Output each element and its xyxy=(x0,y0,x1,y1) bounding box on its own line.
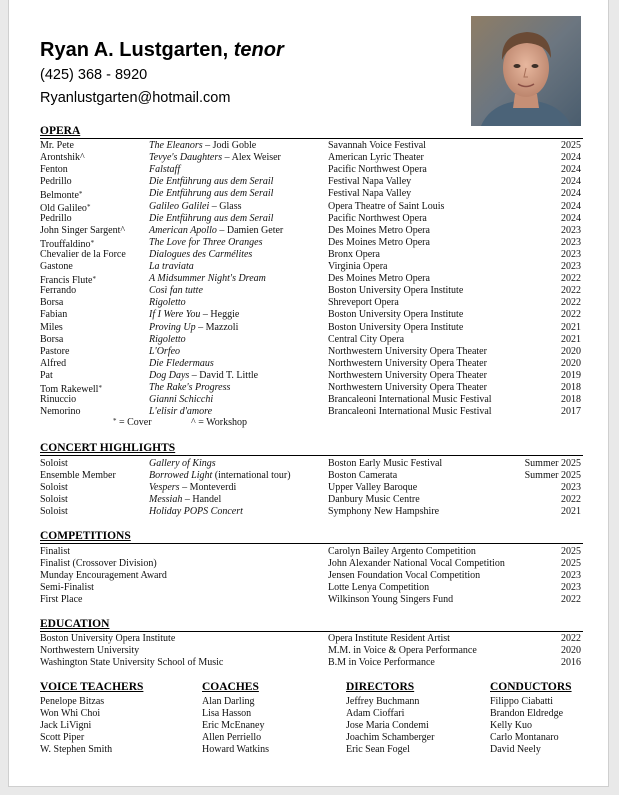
work-title: A Midsummer Night's Dream xyxy=(149,273,266,285)
result-cell: Semi-Finalist xyxy=(40,582,94,594)
table-row xyxy=(9,297,610,309)
year-cell: 2024 xyxy=(561,164,581,176)
role-cell: Borsa xyxy=(40,333,64,345)
section-divider xyxy=(40,543,583,544)
year-cell: 2023 xyxy=(561,248,581,260)
cover-mark: * xyxy=(113,417,117,425)
work-title: Holiday POPS Concert xyxy=(149,506,243,518)
composer-name: – Mazzoli xyxy=(195,321,239,333)
venue-cell: Northwestern University Opera Theater xyxy=(328,357,487,369)
year-cell: Summer 2025 xyxy=(524,470,581,482)
table-row xyxy=(9,506,610,518)
table-row xyxy=(9,570,610,582)
role-cell: Trouffaldino* xyxy=(40,238,95,250)
table-row xyxy=(9,494,610,506)
work-cell xyxy=(149,482,236,494)
venue-cell: Danbury Music Centre xyxy=(328,494,420,506)
year-cell: Summer 2025 xyxy=(524,458,581,469)
year-cell: 2023 xyxy=(561,236,581,248)
table-row xyxy=(9,358,610,370)
role-cell: Pedrillo xyxy=(40,212,72,224)
venue-cell: Des Moines Metro Opera xyxy=(328,224,430,236)
work-cell xyxy=(149,334,186,346)
venue-cell: Northwestern University Opera Theater xyxy=(328,369,487,381)
table-row xyxy=(9,370,610,382)
result-cell: Finalist xyxy=(40,546,71,557)
composer-name: – David T. Little xyxy=(189,369,259,381)
work-title: Rigoletto xyxy=(149,333,186,345)
composer-name: (international tour) xyxy=(212,470,291,482)
role-cell: Belmonte* xyxy=(40,190,83,202)
composer-name: – Heggie xyxy=(200,309,240,321)
year-cell: 2021 xyxy=(561,321,581,333)
cover-mark: * xyxy=(78,190,83,199)
concert-section-title: CONCERT HIGHLIGHTS xyxy=(40,442,176,454)
work-title: Dog Days xyxy=(149,369,190,381)
venue-cell: Boston University Opera Institute xyxy=(328,321,464,333)
work-cell xyxy=(149,273,266,285)
work-cell xyxy=(149,176,273,188)
role-cell: Soloist xyxy=(40,482,68,494)
composer-name: – Alex Weiser xyxy=(222,152,281,164)
year-cell: 2022 xyxy=(561,309,581,321)
work-title: Die Entführung aus dem Serail xyxy=(149,212,274,224)
legend-cover: = Cover xyxy=(116,417,152,428)
work-cell xyxy=(149,285,203,297)
work-title: Gianni Schicchi xyxy=(149,394,214,406)
venue-cell: Symphony New Hampshire xyxy=(328,506,440,518)
work-title: Dialogues des Carmélites xyxy=(149,248,253,260)
work-cell xyxy=(149,225,283,237)
voice-teacher-item: Won Whi Choi xyxy=(40,708,101,720)
venue-cell: Festival Napa Valley xyxy=(328,176,412,188)
role-cell: Pastore xyxy=(40,345,70,357)
voice-teacher-item: Penelope Bitzas xyxy=(40,696,105,707)
table-row xyxy=(9,285,610,297)
competition-cell: Wilkinson Young Singers Fund xyxy=(328,594,454,606)
role-cell: John Singer Sargent^ xyxy=(40,224,126,236)
school-cell: Northwestern University xyxy=(40,645,140,657)
table-row xyxy=(9,273,610,285)
venue-cell: Boston Early Music Festival xyxy=(328,458,443,469)
year-cell: 2022 xyxy=(561,594,581,606)
competitions-section-title: COMPETITIONS xyxy=(40,530,131,542)
venue-cell: Brancaleoni International Music Festival xyxy=(328,406,492,418)
voice-type: tenor xyxy=(233,39,284,61)
result-cell: Munday Encouragement Award xyxy=(40,570,167,582)
voice-teachers-title: VOICE TEACHERS xyxy=(40,681,144,693)
conductor-item: Carlo Montanaro xyxy=(490,732,559,744)
year-cell: 2018 xyxy=(561,394,581,406)
work-cell xyxy=(149,382,230,394)
work-cell xyxy=(149,506,243,518)
composer-name: – Jodi Goble xyxy=(202,140,257,151)
work-cell xyxy=(149,358,214,370)
work-cell xyxy=(149,249,252,261)
opera-section-title: OPERA xyxy=(40,125,81,137)
cover-mark: * xyxy=(90,238,95,247)
role-cell: Gastone xyxy=(40,261,73,272)
competition-cell: Carolyn Bailey Argento Competition xyxy=(328,546,476,557)
venue-cell: Opera Theatre of Saint Louis xyxy=(328,200,445,212)
work-title: Die Fledermaus xyxy=(149,357,214,369)
role-cell: Mr. Pete xyxy=(40,140,74,151)
work-cell xyxy=(149,494,221,506)
work-title: L'elisir d'amore xyxy=(149,406,213,418)
work-cell xyxy=(149,370,258,382)
work-cell xyxy=(149,164,180,176)
director-item: Adam Cioffari xyxy=(346,708,405,720)
role-cell: Rinuccio xyxy=(40,394,77,406)
year-cell: 2024 xyxy=(561,200,581,212)
work-cell xyxy=(149,140,256,152)
director-item: Jeffrey Buchmann xyxy=(346,696,420,707)
school-cell: Boston University Opera Institute xyxy=(40,633,176,644)
venue-cell: Boston University Opera Institute xyxy=(328,309,464,321)
table-row xyxy=(9,594,610,606)
year-cell: 2022 xyxy=(561,494,581,506)
conductor-item: Kelly Kuo xyxy=(490,720,532,732)
section-divider xyxy=(40,631,583,632)
coach-item: Alan Darling xyxy=(202,696,255,707)
table-row xyxy=(9,458,610,470)
coaches-title: COACHES xyxy=(202,681,259,693)
work-cell xyxy=(149,297,186,309)
work-title: Proving Up xyxy=(149,321,196,333)
venue-cell: Virginia Opera xyxy=(328,261,388,272)
headshot-icon xyxy=(471,16,581,126)
table-row xyxy=(9,164,610,176)
role-cell: Soloist xyxy=(40,494,68,506)
degree-cell: Opera Institute Resident Artist xyxy=(328,633,450,644)
work-title: Così fan tutte xyxy=(149,285,203,297)
year-cell: 2023 xyxy=(561,224,581,236)
venue-cell: Northwestern University Opera Theater xyxy=(328,345,487,357)
degree-cell: B.M in Voice Performance xyxy=(328,657,435,669)
table-row xyxy=(9,558,610,570)
table-row xyxy=(9,249,610,261)
resume-page xyxy=(8,0,609,787)
venue-cell: Des Moines Metro Opera xyxy=(328,273,430,285)
table-row xyxy=(9,188,610,200)
work-title: If I Were You xyxy=(149,309,201,321)
table-row xyxy=(9,322,610,334)
role-cell: Pat xyxy=(40,369,53,381)
competition-cell: Jensen Foundation Vocal Competition xyxy=(328,570,481,582)
table-row xyxy=(9,213,610,225)
cover-mark: * xyxy=(92,275,96,284)
year-cell: 2021 xyxy=(561,333,581,345)
cover-mark: * xyxy=(98,384,102,392)
table-row xyxy=(9,261,610,273)
year-cell: 2018 xyxy=(561,382,581,393)
role-cell: Fabian xyxy=(40,309,68,321)
year-cell: 2025 xyxy=(561,546,581,557)
conductor-item: Filippo Ciabatti xyxy=(490,696,554,707)
section-divider xyxy=(40,455,583,456)
venue-cell: Pacific Northwest Opera xyxy=(328,164,427,176)
coach-item: Eric McEnaney xyxy=(202,720,265,732)
table-row xyxy=(9,346,610,358)
email-address: Ryanlustgarten@hotmail.com xyxy=(40,90,231,106)
table-row xyxy=(9,582,610,594)
venue-cell: Boston University Opera Institute xyxy=(328,285,464,297)
year-cell: 2022 xyxy=(561,297,581,309)
degree-cell: M.M. in Voice & Opera Performance xyxy=(328,645,477,657)
work-title: La traviata xyxy=(149,261,194,272)
table-row xyxy=(9,406,610,418)
table-row xyxy=(9,633,610,645)
year-cell: 2020 xyxy=(561,357,581,369)
table-row xyxy=(9,546,610,558)
work-cell xyxy=(149,213,273,225)
year-cell: 2022 xyxy=(561,633,581,644)
coach-item: Lisa Hasson xyxy=(202,708,252,720)
work-cell xyxy=(149,152,281,164)
year-cell: 2021 xyxy=(561,506,581,518)
table-row xyxy=(9,309,610,321)
composer-name: – Damien Geter xyxy=(216,224,284,236)
venue-cell: Festival Napa Valley xyxy=(328,188,412,200)
venue-cell: Pacific Northwest Opera xyxy=(328,212,427,224)
work-title: The Eleanors xyxy=(149,140,203,151)
venue-cell: American Lyric Theater xyxy=(328,152,424,164)
venue-cell: Savannah Voice Festival xyxy=(328,140,426,151)
year-cell: 2022 xyxy=(561,285,581,297)
director-item: Joachim Schamberger xyxy=(346,732,435,744)
year-cell: 2024 xyxy=(561,152,581,164)
year-cell: 2023 xyxy=(561,261,581,272)
year-cell: 2023 xyxy=(561,570,581,582)
role-cell: Arontshik^ xyxy=(40,152,85,164)
role-cell: Borsa xyxy=(40,297,64,309)
composer-name: – Monteverdi xyxy=(179,482,237,494)
conductor-item: Brandon Eldredge xyxy=(490,708,564,720)
table-row xyxy=(9,176,610,188)
year-cell: 2025 xyxy=(561,558,581,570)
year-cell: 2020 xyxy=(561,645,581,657)
year-cell: 2016 xyxy=(561,657,581,669)
coach-item: Allen Perriello xyxy=(202,732,262,744)
table-row xyxy=(9,482,610,494)
table-row xyxy=(9,470,610,482)
work-title: Gallery of Kings xyxy=(149,458,216,469)
year-cell: 2022 xyxy=(561,273,581,285)
school-cell: Washington State University School of Music xyxy=(40,657,224,669)
table-row xyxy=(9,645,610,657)
table-row xyxy=(9,201,610,213)
competition-cell: John Alexander National Vocal Competition xyxy=(328,558,505,570)
work-cell xyxy=(149,237,263,249)
work-cell xyxy=(149,261,194,273)
phone-number: (425) 368 - 8920 xyxy=(40,67,148,83)
year-cell: 2024 xyxy=(561,176,581,188)
composer-name: – Handel xyxy=(182,494,222,506)
role-cell: Ferrando xyxy=(40,285,77,297)
table-row xyxy=(9,140,610,152)
work-cell xyxy=(149,322,238,334)
director-item: Eric Sean Fogel xyxy=(346,744,410,756)
legend xyxy=(113,417,248,428)
role-cell: Soloist xyxy=(40,458,68,469)
coach-item: Howard Watkins xyxy=(202,744,270,756)
role-cell: Miles xyxy=(40,321,63,333)
performer-name xyxy=(40,39,284,62)
section-divider xyxy=(40,138,583,139)
venue-cell: Shreveport Opera xyxy=(328,297,399,309)
work-cell xyxy=(149,470,291,482)
year-cell: 2025 xyxy=(561,140,581,151)
table-row xyxy=(9,334,610,346)
result-cell: Finalist (Crossover Division) xyxy=(40,558,157,570)
venue-cell: Des Moines Metro Opera xyxy=(328,236,430,248)
work-title: American Apollo xyxy=(149,224,217,236)
conductor-item: David Neely xyxy=(490,744,541,756)
work-title: Messiah xyxy=(149,494,183,506)
director-item: Jose Maria Condemi xyxy=(346,720,429,732)
work-title: Tevye's Daughters xyxy=(149,152,223,164)
year-cell: 2017 xyxy=(561,406,581,418)
work-cell xyxy=(149,458,216,470)
work-title: Falstaff xyxy=(149,164,181,176)
work-title: The Rake's Progress xyxy=(149,382,231,393)
work-title: Vespers xyxy=(149,482,180,494)
work-cell xyxy=(149,394,213,406)
work-title: L'Orfeo xyxy=(149,345,181,357)
work-cell xyxy=(149,201,242,213)
work-title: Rigoletto xyxy=(149,297,186,309)
work-cell xyxy=(149,188,273,200)
role-cell: Fenton xyxy=(40,164,68,176)
role-cell: Chevalier de la Force xyxy=(40,248,126,260)
work-title: Die Entführung aus dem Serail xyxy=(149,176,274,188)
role-cell: Soloist xyxy=(40,506,68,518)
venue-cell: Central City Opera xyxy=(328,333,405,345)
table-row xyxy=(9,237,610,249)
voice-teacher-item: Jack LiVigni xyxy=(40,720,92,732)
competition-cell: Lotte Lenya Competition xyxy=(328,582,430,594)
directors-title: DIRECTORS xyxy=(346,681,415,693)
role-cell: Ensemble Member xyxy=(40,470,116,482)
work-title: Die Entführung aus dem Serail xyxy=(149,188,274,200)
year-cell: 2023 xyxy=(561,482,581,494)
venue-cell: Brancaleoni International Music Festival xyxy=(328,394,492,406)
venue-cell: Bronx Opera xyxy=(328,248,380,260)
table-row xyxy=(9,657,610,669)
voice-teacher-item: Scott Piper xyxy=(40,732,85,744)
year-cell: 2019 xyxy=(561,369,581,381)
year-cell: 2023 xyxy=(561,582,581,594)
venue-cell: Northwestern University Opera Theater xyxy=(328,382,487,393)
venue-cell: Upper Valley Baroque xyxy=(328,482,418,494)
result-cell: First Place xyxy=(40,594,83,606)
table-row xyxy=(9,152,610,164)
role-cell: Pedrillo xyxy=(40,176,72,188)
name-text: Ryan A. Lustgarten, xyxy=(40,39,234,61)
venue-cell: Boston Camerata xyxy=(328,470,398,482)
table-row xyxy=(9,225,610,237)
work-cell xyxy=(149,309,239,321)
role-cell: Tom Rakewell* xyxy=(40,384,102,395)
work-cell xyxy=(149,346,180,358)
work-title: Borrowed Light xyxy=(149,470,213,482)
legend-workshop: ^ = Workshop xyxy=(191,417,248,428)
year-cell: 2024 xyxy=(561,212,581,224)
headshot-photo xyxy=(471,16,581,126)
conductors-title: CONDUCTORS xyxy=(490,681,572,693)
work-title: The Love for Three Oranges xyxy=(149,236,263,248)
role-cell: Nemorino xyxy=(40,406,81,418)
cover-mark: * xyxy=(86,202,91,211)
role-cell: Francis Flute* xyxy=(40,275,96,287)
education-section-title: EDUCATION xyxy=(40,618,110,630)
table-row xyxy=(9,394,610,406)
table-row xyxy=(9,382,610,394)
year-cell: 2020 xyxy=(561,345,581,357)
voice-teacher-item: W. Stephen Smith xyxy=(40,744,113,756)
composer-name: – Glass xyxy=(209,200,242,212)
role-cell: Old Galileo* xyxy=(40,202,91,214)
year-cell: 2024 xyxy=(561,188,581,200)
work-title: Galileo Galilei xyxy=(149,200,210,212)
role-cell: Alfred xyxy=(40,357,67,369)
